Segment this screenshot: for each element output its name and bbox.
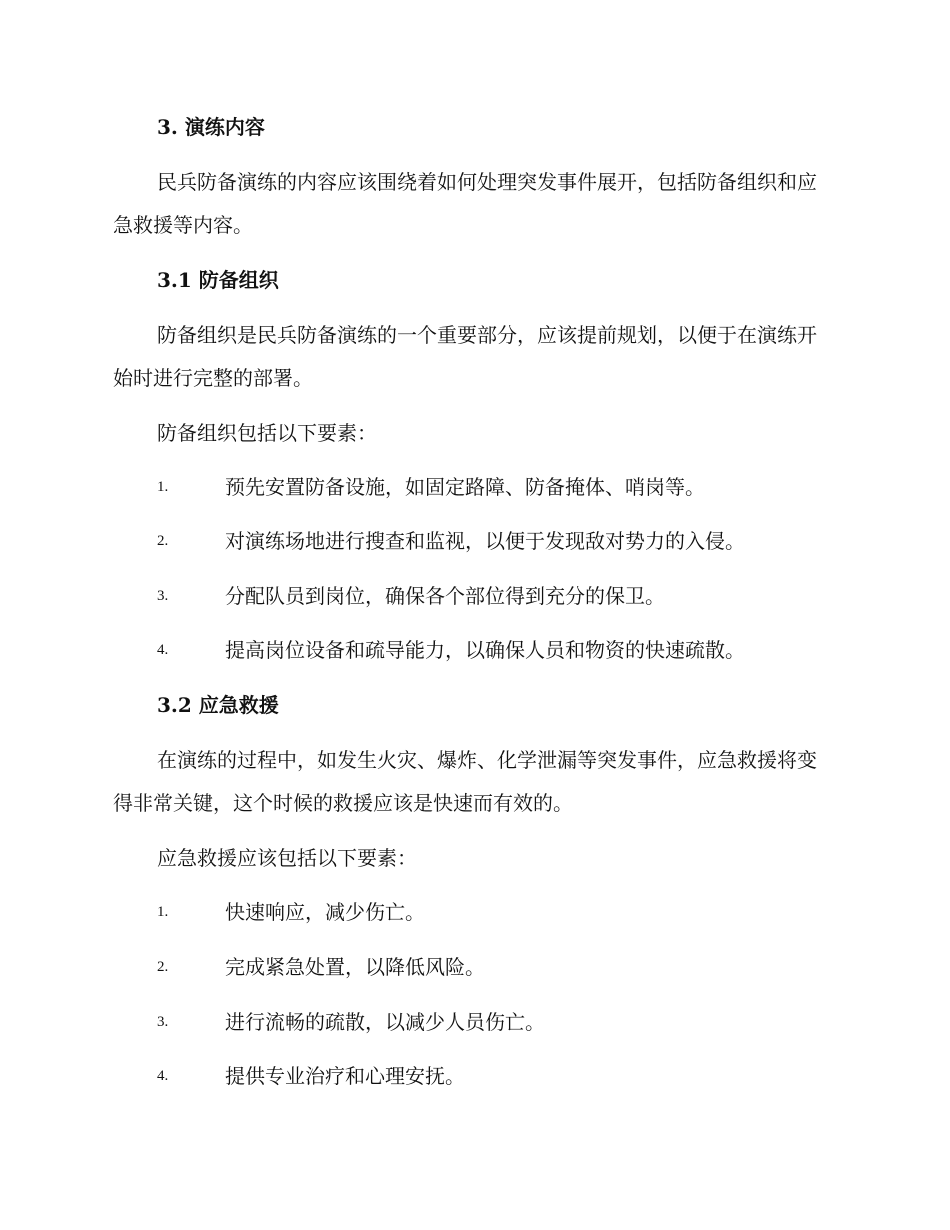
list-number: 1. bbox=[157, 904, 169, 920]
section-3-1-lead: 防备组织包括以下要素： bbox=[157, 421, 377, 445]
section-3-2-heading: 3.2 应急救援 bbox=[157, 693, 279, 717]
list-text: 提高岗位设备和疏导能力，以确保人员和物资的快速疏散。 bbox=[225, 638, 745, 662]
list-number: 3. bbox=[157, 1014, 169, 1030]
section-3-heading: 3. 演练内容 bbox=[157, 115, 265, 139]
section-3-2-paragraph: 在演练的过程中，如发生火灾、爆炸、化学泄漏等突发事件，应急救援将变得非常关键，这个时候的救援应该是快速而有效的。 bbox=[113, 748, 817, 815]
list-text: 完成紧急处置，以降低风险。 bbox=[225, 955, 485, 979]
section-3-paragraph: 民兵防备演练的内容应该围绕着如何处理突发事件展开，包括防备组织和应急救援等内容。 bbox=[113, 170, 817, 237]
section-3-1-heading: 3.1 防备组织 bbox=[157, 268, 279, 292]
list-text: 分配队员到岗位，确保各个部位得到充分的保卫。 bbox=[225, 584, 665, 608]
list-text: 预先安置防备设施，如固定路障、防备掩体、哨岗等。 bbox=[225, 475, 705, 499]
list-number: 2. bbox=[157, 959, 169, 975]
list-text: 提供专业治疗和心理安抚。 bbox=[225, 1064, 465, 1088]
list-text: 快速响应，减少伤亡。 bbox=[225, 900, 425, 924]
list-text: 对演练场地进行搜查和监视，以便于发现敌对势力的入侵。 bbox=[225, 529, 745, 553]
list-number: 2. bbox=[157, 533, 169, 549]
list-text: 进行流畅的疏散，以减少人员伤亡。 bbox=[225, 1010, 545, 1034]
section-3-2-lead: 应急救援应该包括以下要素： bbox=[157, 846, 417, 870]
list-number: 3. bbox=[157, 588, 169, 604]
list-number: 4. bbox=[157, 1068, 169, 1084]
list-number: 1. bbox=[157, 479, 169, 495]
list-number: 4. bbox=[157, 642, 169, 658]
section-3-1-paragraph: 防备组织是民兵防备演练的一个重要部分，应该提前规划，以便于在演练开始时进行完整的部署。 bbox=[113, 323, 817, 390]
